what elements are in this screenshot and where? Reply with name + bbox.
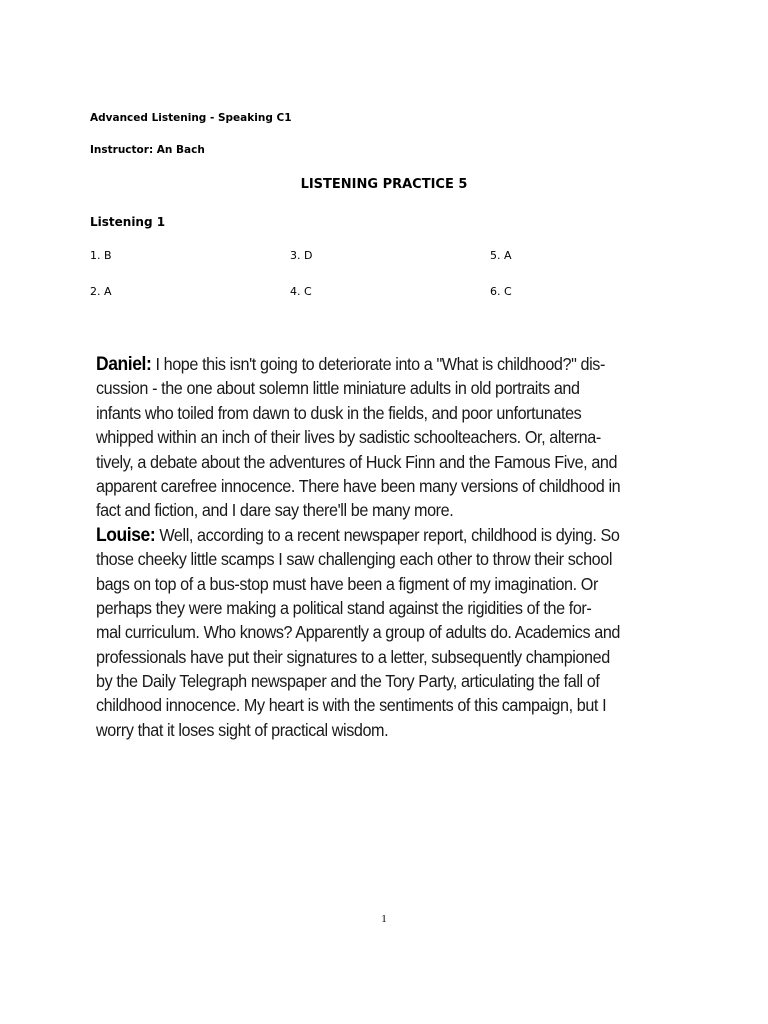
answer-row xyxy=(90,249,690,285)
transcript-line: mal curriculum. Who knows? Apparently a group of adults do. Academics and xyxy=(96,622,620,643)
answer-row xyxy=(90,285,690,321)
speaker-daniel: Daniel: xyxy=(96,354,152,375)
transcript-line: whipped within an inch of their lives by sadistic schoolteachers. Or, alterna- xyxy=(96,427,601,448)
transcript-line: those cheeky little scamps I saw challenging each other to throw their school xyxy=(96,549,613,570)
transcript-line: cussion - the one about solemn little miniature adults in old portraits and xyxy=(96,378,580,399)
answer-item: 1. B xyxy=(90,249,112,262)
line-text: Well, according to a recent newspaper report, childhood is dying. So xyxy=(155,524,620,545)
section-label: Listening 1 xyxy=(90,215,166,229)
answer-item: 5. A xyxy=(490,249,512,262)
transcript-line: apparent carefree innocence. There have been many versions of childhood in xyxy=(96,475,621,496)
transcript-line: bags on top of a bus-stop must have been a figment of my imagination. Or xyxy=(96,573,598,594)
transcript-line: childhood innocence. My heart is with the sentiments of this campaign, but I xyxy=(96,695,607,716)
transcript-excerpt xyxy=(96,352,760,742)
transcript-line: professionals have put their signatures to a letter, subsequently championed xyxy=(96,646,610,667)
transcript-line: perhaps they were making a political stand against the rigidities of the for- xyxy=(96,597,592,618)
instructor-name: Instructor: An Bach xyxy=(90,144,205,156)
transcript-line: infants who toiled from dawn to dusk in the fields, and poor unfortunates xyxy=(96,402,582,423)
transcript-line xyxy=(96,523,707,547)
page-number: 1 xyxy=(381,913,387,925)
transcript-line xyxy=(96,352,707,376)
speaker-louise: Louise: xyxy=(96,524,156,546)
line-text: I hope this isn't going to deteriorate into a "What is childhood?" dis- xyxy=(151,354,605,374)
answer-item: 4. C xyxy=(290,285,312,298)
answer-key xyxy=(90,249,690,321)
answer-item: 6. C xyxy=(490,285,512,298)
transcript-line: fact and fiction, and I dare say there'll be many more. xyxy=(96,500,454,521)
answer-item: 2. A xyxy=(90,285,112,298)
transcript-line: by the Daily Telegraph newspaper and the Tory Party, articulating the fall of xyxy=(96,671,600,692)
answer-item: 3. D xyxy=(290,249,313,262)
page-title: LISTENING PRACTICE 5 xyxy=(300,177,468,192)
transcript-line: worry that it loses sight of practical wisdom. xyxy=(96,719,389,740)
transcript-line: tively, a debate about the adventures of Huck Finn and the Famous Five, and xyxy=(96,451,618,472)
course-title: Advanced Listening - Speaking C1 xyxy=(90,112,292,124)
